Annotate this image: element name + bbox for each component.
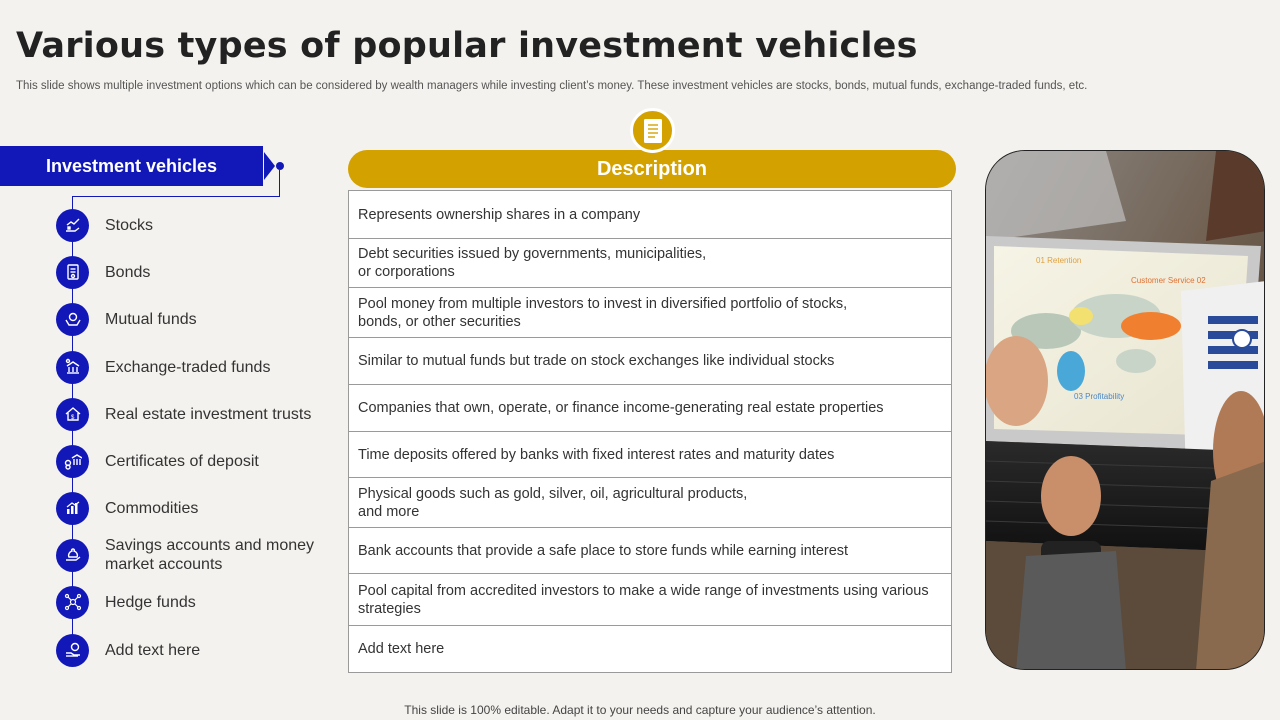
vehicle-item — [56, 538, 346, 572]
description-text: Add text here — [358, 641, 445, 657]
description-text: Time deposits offered by banks with fixed interest rates and maturity dates — [358, 446, 835, 463]
photo-label: 01 Retention — [1036, 256, 1082, 265]
vehicle-label: Commodities — [105, 499, 199, 517]
description-row — [349, 626, 951, 672]
document-icon — [630, 108, 675, 153]
vehicle-label: Mutual funds — [105, 310, 197, 328]
bond-certificate-icon — [56, 256, 89, 289]
vehicle-label: Real estate investment trusts — [105, 405, 312, 423]
vehicle-label: Exchange-traded funds — [105, 358, 271, 376]
description-text: Bank accounts that provide a safe place to store funds while earning interest — [358, 542, 849, 559]
description-row — [349, 574, 951, 626]
description-text: Pool money from multiple investors to invest in diversified portfolio of stocks, bonds, or other securities — [358, 295, 848, 330]
description-row — [349, 478, 951, 528]
hand-coin-icon — [56, 634, 89, 667]
vehicle-label: Bonds — [105, 263, 151, 281]
vehicle-label: Stocks — [105, 216, 154, 234]
vehicle-label: Savings accounts and money market accounts — [105, 537, 315, 573]
vehicle-item — [56, 350, 346, 384]
network-nodes-icon — [56, 586, 89, 619]
vehicle-label: Add text here — [105, 641, 201, 659]
photo-label: 03 Profitability — [1074, 392, 1125, 401]
vehicle-item — [56, 444, 346, 478]
money-bag-hand-icon — [56, 539, 89, 572]
house-dollar-icon — [56, 398, 89, 431]
photo-label: Customer Service 02 — [1131, 276, 1206, 285]
description-row — [349, 239, 951, 288]
description-row — [349, 338, 951, 385]
slide-footer: This slide is 100% editable. Adapt it to your needs and capture your audience’s attention. — [404, 703, 876, 717]
description-row — [349, 432, 951, 478]
svg-text:$: $ — [70, 415, 74, 421]
slide-subtitle: This slide shows multiple investment options which can be considered by wealth managers while investing client’s money. These investment vehicles are stocks, bonds, mutual funds, exchange-traded funds, etc. — [16, 80, 1088, 92]
exchange-building-icon — [56, 351, 89, 384]
stock-chart-hand-icon — [56, 209, 89, 242]
description-text: Companies that own, operate, or finance income-generating real estate properties — [358, 400, 884, 416]
investment-vehicles-header: Investment vehicles — [0, 146, 263, 186]
description-row — [349, 288, 951, 338]
description-text: Debt securities issued by governments, municipalities, or corporations — [358, 246, 707, 280]
vehicle-item — [56, 208, 346, 242]
description-row — [349, 385, 951, 432]
description-table — [348, 190, 952, 673]
description-text: Pool capital from accredited investors to make a wide range of investments using various strategies — [358, 582, 929, 617]
vehicle-label: Hedge funds — [105, 593, 196, 611]
vehicle-item — [56, 585, 346, 619]
header-arrow — [264, 152, 275, 180]
vehicle-item — [56, 633, 346, 667]
vehicle-item — [56, 491, 346, 525]
vehicle-item — [56, 397, 346, 431]
description-header: Description — [348, 150, 956, 188]
laptop-photo — [985, 150, 1265, 670]
vehicle-label: Certificates of deposit — [105, 452, 259, 470]
bar-chart-icon — [56, 492, 89, 525]
description-text: Physical goods such as gold, silver, oil, agricultural products, and more — [358, 485, 748, 520]
vehicle-item — [56, 302, 346, 336]
connector-line — [72, 196, 280, 197]
vehicle-item — [56, 255, 346, 289]
bank-coins-icon — [56, 445, 89, 478]
connector-dot — [276, 162, 284, 170]
connector-line — [279, 170, 280, 197]
description-text: Similar to mutual funds but trade on stock exchanges like individual stocks — [358, 353, 835, 369]
slide-title: Various types of popular investment vehicles — [16, 26, 918, 66]
hands-money-icon — [56, 303, 89, 336]
description-row — [349, 191, 951, 239]
description-text: Represents ownership shares in a company — [358, 206, 641, 223]
description-row — [349, 528, 951, 574]
